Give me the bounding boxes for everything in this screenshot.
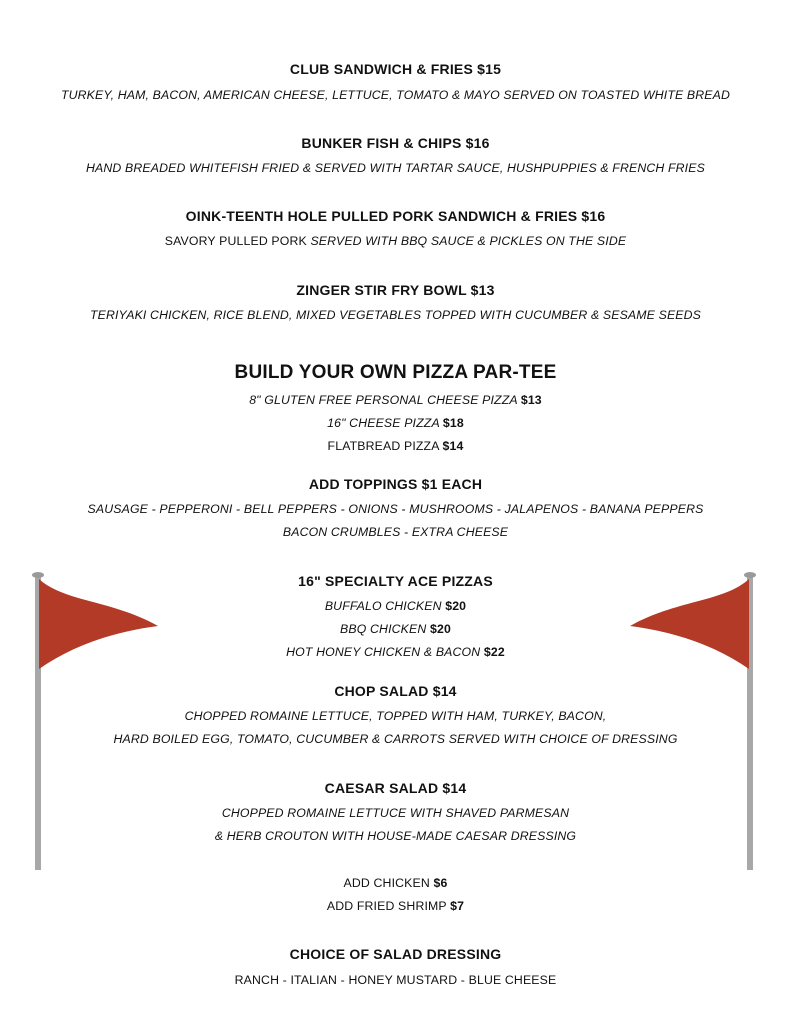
specialty-pizza-price: $20 (445, 599, 467, 613)
pizza-item-price: $13 (520, 393, 542, 407)
dressing-title: CHOICE OF SALAD DRESSING (289, 946, 502, 962)
pizza-item-price: $18 (442, 416, 464, 430)
bunker-fish-desc: HAND BREADED WHITEFISH FRIED & SERVED WITH TARTAR SAUCE, HUSHPUPPIES & FRENCH FRIES (86, 161, 705, 175)
specialty-pizza-name: BUFFALO CHICKEN (324, 599, 446, 613)
specialty-pizza-item (0, 599, 791, 613)
bunker-fish-title: BUNKER FISH & CHIPS $16 (301, 135, 490, 151)
specialty-pizza-price: $22 (483, 645, 505, 659)
stir-fry-title: ZINGER STIR FRY BOWL $13 (296, 282, 495, 298)
specialty-pizza-price: $20 (429, 622, 451, 636)
caesar-salad-desc-line2: & HERB CROUTON WITH HOUSE-MADE CAESAR DRESSING (214, 829, 577, 843)
club-sandwich-desc: TURKEY, HAM, BACON, AMERICAN CHEESE, LETTUCE, TOMATO & MAYO SERVED ON TOASTED WHITE BREAD (60, 88, 731, 102)
caesar-salad-title: CAESAR SALAD $14 (324, 780, 467, 796)
pulled-pork-desc (0, 234, 791, 248)
pulled-pork-desc-italic: SERVED WITH BBQ SAUCE & PICKLES ON THE SIDE (306, 234, 627, 248)
toppings-list-line2: BACON CRUMBLES - EXTRA CHEESE (282, 525, 509, 539)
addon-name: ADD CHICKEN (343, 876, 434, 890)
addon-name: ADD FRIED SHRIMP (326, 899, 451, 913)
club-sandwich-title: CLUB SANDWICH & FRIES $15 (289, 61, 502, 77)
pizza-item-name: 8" GLUTEN FREE PERSONAL CHEESE PIZZA (249, 393, 521, 407)
pizza-item-name: 16" CHEESE PIZZA (327, 416, 443, 430)
specialty-pizza-item (0, 622, 791, 636)
addon-price: $6 (433, 876, 448, 890)
pulled-pork-desc-plain: SAVORY PULLED PORK (164, 234, 307, 248)
toppings-title: ADD TOPPINGS $1 EACH (308, 476, 483, 492)
addon-price: $7 (450, 899, 465, 913)
pizza-item (0, 393, 791, 407)
specialty-pizza-item (0, 645, 791, 659)
caesar-salad-desc-line1: CHOPPED ROMAINE LETTUCE WITH SHAVED PARMESAN (221, 806, 570, 820)
pizza-item (0, 439, 791, 453)
specialty-pizza-name: HOT HONEY CHICKEN & BACON (286, 645, 484, 659)
addon-item (0, 899, 791, 913)
stir-fry-desc: TERIYAKI CHICKEN, RICE BLEND, MIXED VEGETABLES TOPPED WITH CUCUMBER & SESAME SEEDS (89, 308, 702, 322)
specialty-pizza-title: 16" SPECIALTY ACE PIZZAS (298, 573, 493, 589)
toppings-list-line1: SAUSAGE - PEPPERONI - BELL PEPPERS - ONIONS - MUSHROOMS - JALAPENOS - BANANA PEPPERS (87, 502, 704, 516)
dressing-options: RANCH - ITALIAN - HONEY MUSTARD - BLUE CHEESE (234, 973, 557, 987)
addon-item (0, 876, 791, 890)
chop-salad-title: CHOP SALAD $14 (334, 683, 457, 699)
pizza-item (0, 416, 791, 430)
specialty-pizza-name: BBQ CHICKEN (340, 622, 430, 636)
pizza-section-title: BUILD YOUR OWN PIZZA PAR-TEE (234, 362, 557, 383)
pizza-item-name: FLATBREAD PIZZA (327, 439, 443, 453)
pulled-pork-title: OINK-TEENTH HOLE PULLED PORK SANDWICH & FRIES $16 (185, 208, 606, 224)
chop-salad-desc-line1: CHOPPED ROMAINE LETTUCE, TOPPED WITH HAM, TURKEY, BACON, (184, 709, 607, 723)
pizza-item-price: $14 (442, 439, 464, 453)
chop-salad-desc-line2: HARD BOILED EGG, TOMATO, CUCUMBER & CARROTS SERVED WITH CHOICE OF DRESSING (113, 732, 678, 746)
